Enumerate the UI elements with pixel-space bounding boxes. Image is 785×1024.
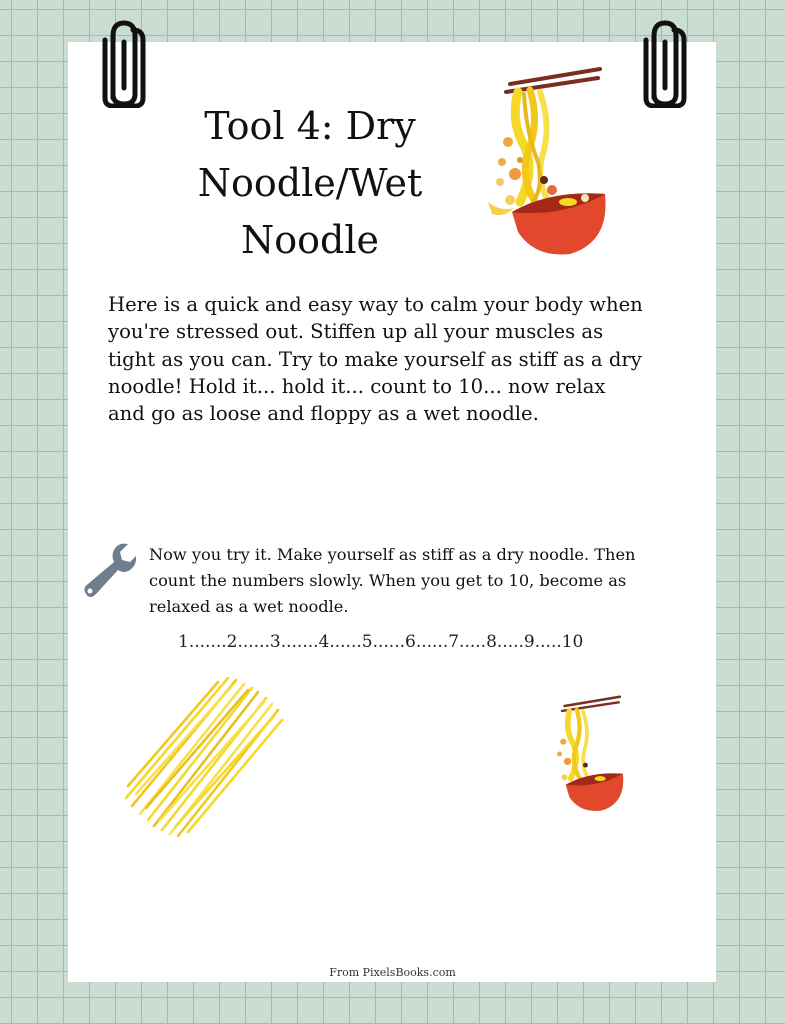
paperclip-left-icon: [101, 18, 147, 108]
footer-credit: From PixelsBooks.com: [329, 966, 456, 979]
paperclip-right-icon: [642, 18, 688, 108]
dry-noodles-illustration: [118, 670, 288, 840]
page-title: [150, 98, 470, 269]
small-noodle-bowl-illustration: [546, 692, 626, 816]
title-line-1: Tool 4: Dry: [204, 104, 416, 148]
counting-line: 1.......2......3.......4......5......6......7.....8.....9.....10: [178, 632, 584, 652]
instruction-paragraph: Now you try it. Make yourself as stiff as a dry noodle. Then count the numbers slowly. When you get to 10, become as relaxed as a wet noodle.: [149, 545, 636, 616]
wrench-icon: [76, 538, 142, 604]
title-line-3: Noodle: [241, 218, 379, 262]
title-line-2: Noodle/Wet: [197, 161, 423, 205]
intro-paragraph: Here is a quick and easy way to calm your body when you're stressed out. Stiffen up all your muscles as tight as you can. Try to make yourself as stiff as a dry noodle! Hold it... hold it... count to 10... now relax and go as loose and floppy as a wet noodle.: [108, 293, 643, 426]
noodle-bowl-illustration: [480, 62, 610, 262]
